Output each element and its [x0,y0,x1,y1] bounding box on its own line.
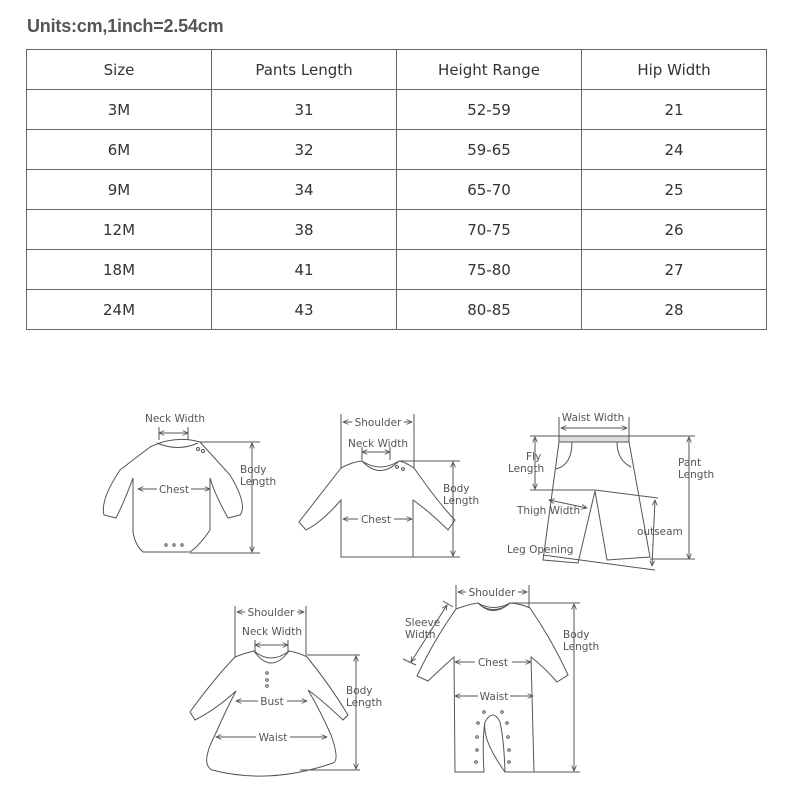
label-length: Length [563,641,600,653]
cell-pants-length: 31 [212,90,397,130]
units-note: Units:cm,1inch=2.54cm [27,16,224,36]
cell-height-range: 75-80 [397,250,582,290]
cell-height-range: 80-85 [397,290,582,330]
table-row [27,130,767,170]
label-waist-width: Waist Width [561,412,625,424]
label-length: Length [346,697,383,709]
cell-hip-width: 24 [582,130,767,170]
cell-size: 6M [27,130,212,170]
label-bust: Bust [260,696,284,708]
cell-hip-width: 27 [582,250,767,290]
label-thigh-width: Thigh Width [517,505,581,517]
label-sleeve: Sleeve [405,617,441,629]
header-size: Size [27,50,212,90]
label-outseam: outseam [637,526,683,538]
cell-size: 24M [27,290,212,330]
label-chest: Chest [477,657,509,669]
table-row [27,170,767,210]
label-shoulder: Shoulder [247,607,295,619]
top-diagram [299,414,460,557]
label-fly: Fly [526,451,542,463]
cell-pants-length: 43 [212,290,397,330]
label-length: Length [443,495,480,507]
label-sleeve-width: Width [405,629,436,641]
cell-size: 18M [27,250,212,290]
cell-height-range: 65-70 [397,170,582,210]
measurement-diagrams [0,340,800,800]
label-body: Body [240,464,267,476]
cell-hip-width: 26 [582,210,767,250]
label-waist: Waist [258,732,288,744]
label-body: Body [443,483,470,495]
header-hip-width: Hip Width [582,50,767,90]
label-neck-width: Neck Width [347,438,409,450]
cell-height-range: 59-65 [397,130,582,170]
table-row [27,290,767,330]
cell-hip-width: 21 [582,90,767,130]
header-height-range: Height Range [397,50,582,90]
size-chart-table [26,49,767,330]
romper-diagram [403,585,580,772]
cell-pants-length: 41 [212,250,397,290]
cell-hip-width: 25 [582,170,767,210]
label-shoulder: Shoulder [468,587,516,599]
table-row [27,90,767,130]
cell-size: 9M [27,170,212,210]
label-fly-length: Length [508,463,545,475]
cell-pants-length: 34 [212,170,397,210]
table-row [27,250,767,290]
label-neck-width: Neck Width [144,413,206,425]
label-leg-opening: Leg Opening [507,544,574,556]
table-header-row [27,50,767,90]
cell-height-range: 52-59 [397,90,582,130]
cell-pants-length: 32 [212,130,397,170]
table-row [27,210,767,250]
cell-size: 12M [27,210,212,250]
label-neck-width: Neck Width [241,626,303,638]
label-pant-length: Length [678,469,715,481]
label-shoulder: Shoulder [354,417,402,429]
cell-height-range: 70-75 [397,210,582,250]
label-body: Body [346,685,373,697]
label-pant: Pant [678,457,702,469]
label-chest: Chest [158,484,190,496]
cell-pants-length: 38 [212,210,397,250]
header-pants-length: Pants Length [212,50,397,90]
label-body: Body [563,629,590,641]
cell-hip-width: 28 [582,290,767,330]
label-chest: Chest [360,514,392,526]
label-waist: Waist [479,691,509,703]
label-length: Length [240,476,277,488]
cell-size: 3M [27,90,212,130]
